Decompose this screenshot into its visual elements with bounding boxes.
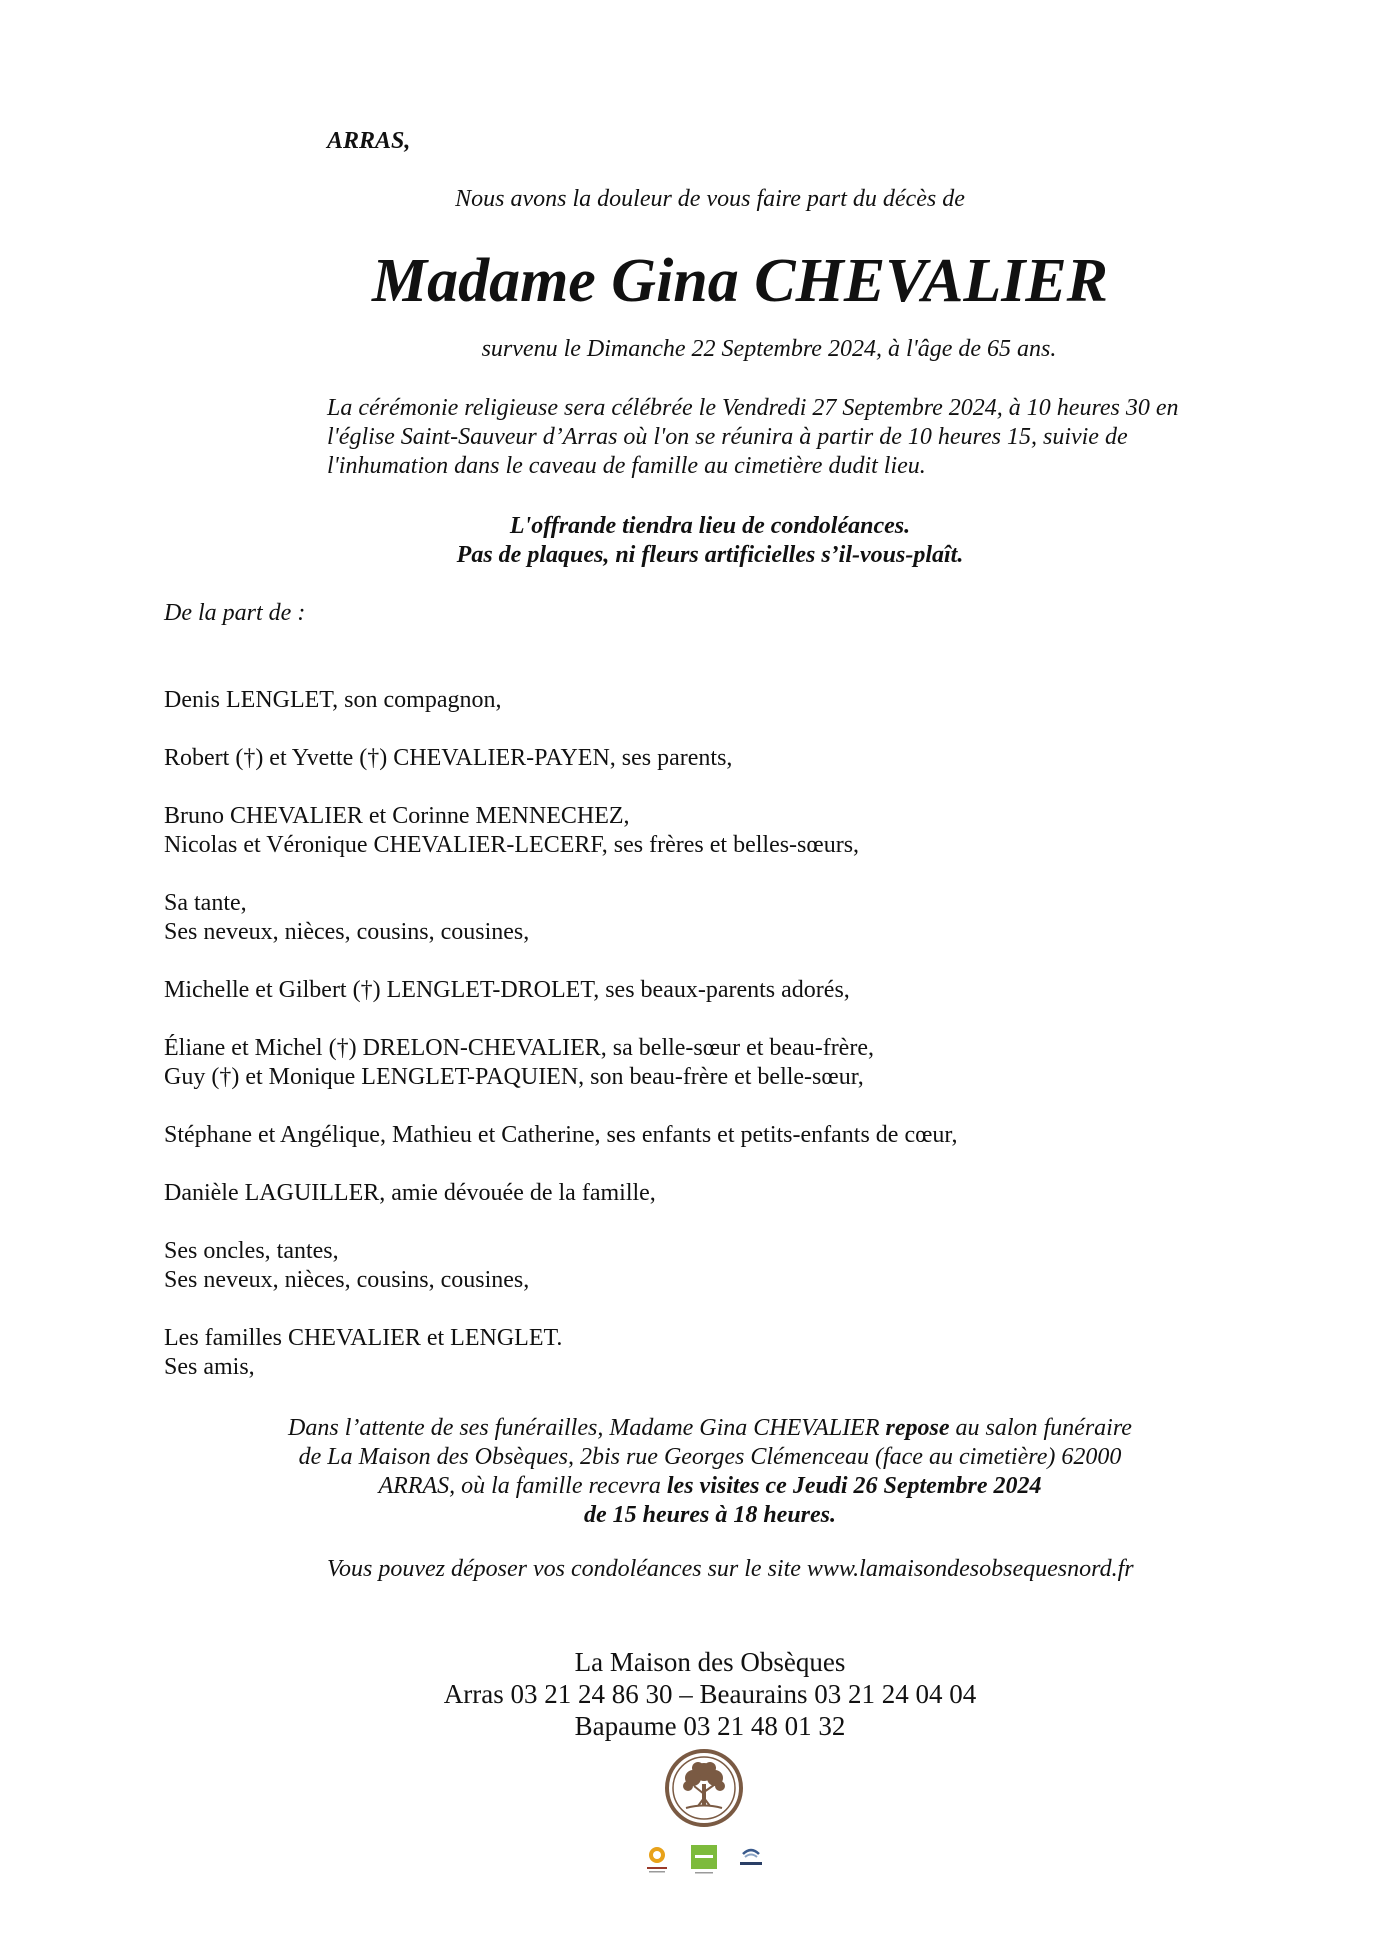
offering-line: Pas de plaques, ni fleurs artificielles s’il-vous-plaît. — [456, 542, 964, 568]
condolences-line: Vous pouvez déposer vos condoléances sur le site www.lamaisondesobsequesnord.fr — [327, 1556, 1134, 1582]
family-line: Nicolas et Véronique CHEVALIER-LECERF, ses frères et belles-sœurs, — [164, 832, 860, 858]
family-list — [164, 686, 1264, 1411]
ceremony-line: La cérémonie religieuse sera célébrée le Vendredi 27 Septembre 2024, à 10 heures 30 en — [327, 395, 1179, 421]
partner-logo-1-icon — [643, 1844, 671, 1876]
visitation-paragraph — [0, 1414, 1378, 1530]
visitation-text: au salon funéraire — [949, 1415, 1132, 1441]
family-line: Robert (†) et Yvette (†) CHEVALIER-PAYEN, ses parents, — [164, 745, 733, 771]
visitation-text: ARRAS, où la famille recevra — [378, 1473, 667, 1499]
offering-note — [0, 512, 1378, 570]
offering-line: L'offrande tiendra lieu de condoléances. — [509, 513, 911, 539]
visitation-line — [0, 1472, 1378, 1501]
family-line: Bruno CHEVALIER et Corinne MENNECHEZ, — [164, 803, 630, 829]
ceremony-line: l'église Saint-Sauveur d’Arras où l'on se réunira à partir de 10 heures 15, suivie de — [327, 424, 1128, 450]
family-line: Denis LENGLET, son compagnon, — [164, 687, 502, 713]
funeral-home-contact — [0, 1646, 1378, 1742]
visitation-emphasis: les visites ce Jeudi 26 Septembre 2024 — [666, 1473, 1042, 1499]
family-line: Danièle LAGUILLER, amie dévouée de la famille, — [164, 1180, 656, 1206]
visitation-line — [0, 1414, 1378, 1443]
family-group — [164, 686, 1264, 715]
family-line: Stéphane et Angélique, Mathieu et Catherine, ses enfants et petits-enfants de cœur, — [164, 1122, 958, 1148]
family-line: Ses amis, — [164, 1354, 255, 1380]
from-label: De la part de : — [164, 600, 306, 626]
company-name: La Maison des Obsèques — [574, 1647, 846, 1677]
ceremony-line: l'inhumation dans le caveau de famille au cimetière dudit lieu. — [327, 453, 926, 479]
ceremony-paragraph — [327, 394, 1257, 481]
family-line: Les familles CHEVALIER et LENGLET. — [164, 1325, 563, 1351]
death-date-line: survenu le Dimanche 22 Septembre 2024, à l'âge de 65 ans. — [481, 336, 1057, 362]
family-group — [164, 1121, 1264, 1150]
visitation-line: de 15 heures à 18 heures. — [583, 1502, 836, 1528]
family-line: Ses oncles, tantes, — [164, 1238, 339, 1264]
tree-logo-icon — [664, 1748, 744, 1828]
family-group — [164, 1034, 1264, 1092]
family-line: Ses neveux, nièces, cousins, cousines, — [164, 1267, 530, 1293]
visitation-text: Dans l’attente de ses funérailles, Madame Gina CHEVALIER — [288, 1415, 886, 1441]
visitation-line: de La Maison des Obsèques, 2bis rue Georges Clémenceau (face au cimetière) 62000 — [298, 1444, 1122, 1470]
family-group — [164, 889, 1264, 947]
family-line: Michelle et Gilbert (†) LENGLET-DROLET, ses beaux-parents adorés, — [164, 977, 850, 1003]
partner-logo-2-icon — [690, 1844, 718, 1876]
family-line: Ses neveux, nièces, cousins, cousines, — [164, 919, 530, 945]
city-heading: ARRAS, — [327, 128, 411, 154]
visitation-emphasis: repose — [885, 1415, 950, 1441]
family-line: Sa tante, — [164, 890, 247, 916]
phone-line: Arras 03 21 24 86 30 – Beaurains 03 21 24 04 04 — [443, 1679, 977, 1709]
family-group — [164, 1237, 1264, 1295]
intro-line: Nous avons la douleur de vous faire part du décès de — [455, 186, 965, 212]
family-group — [164, 744, 1264, 773]
partner-logo-3-icon — [737, 1844, 765, 1876]
family-line: Éliane et Michel (†) DRELON-CHEVALIER, sa belle-sœur et beau-frère, — [164, 1035, 874, 1061]
deceased-name: Madame Gina CHEVALIER — [371, 247, 1109, 315]
phone-line: Bapaume 03 21 48 01 32 — [574, 1711, 846, 1741]
family-group — [164, 1179, 1264, 1208]
family-group — [164, 1324, 1264, 1382]
family-group — [164, 802, 1264, 860]
family-group — [164, 976, 1264, 1005]
family-line: Guy (†) et Monique LENGLET-PAQUIEN, son beau-frère et belle-sœur, — [164, 1064, 864, 1090]
